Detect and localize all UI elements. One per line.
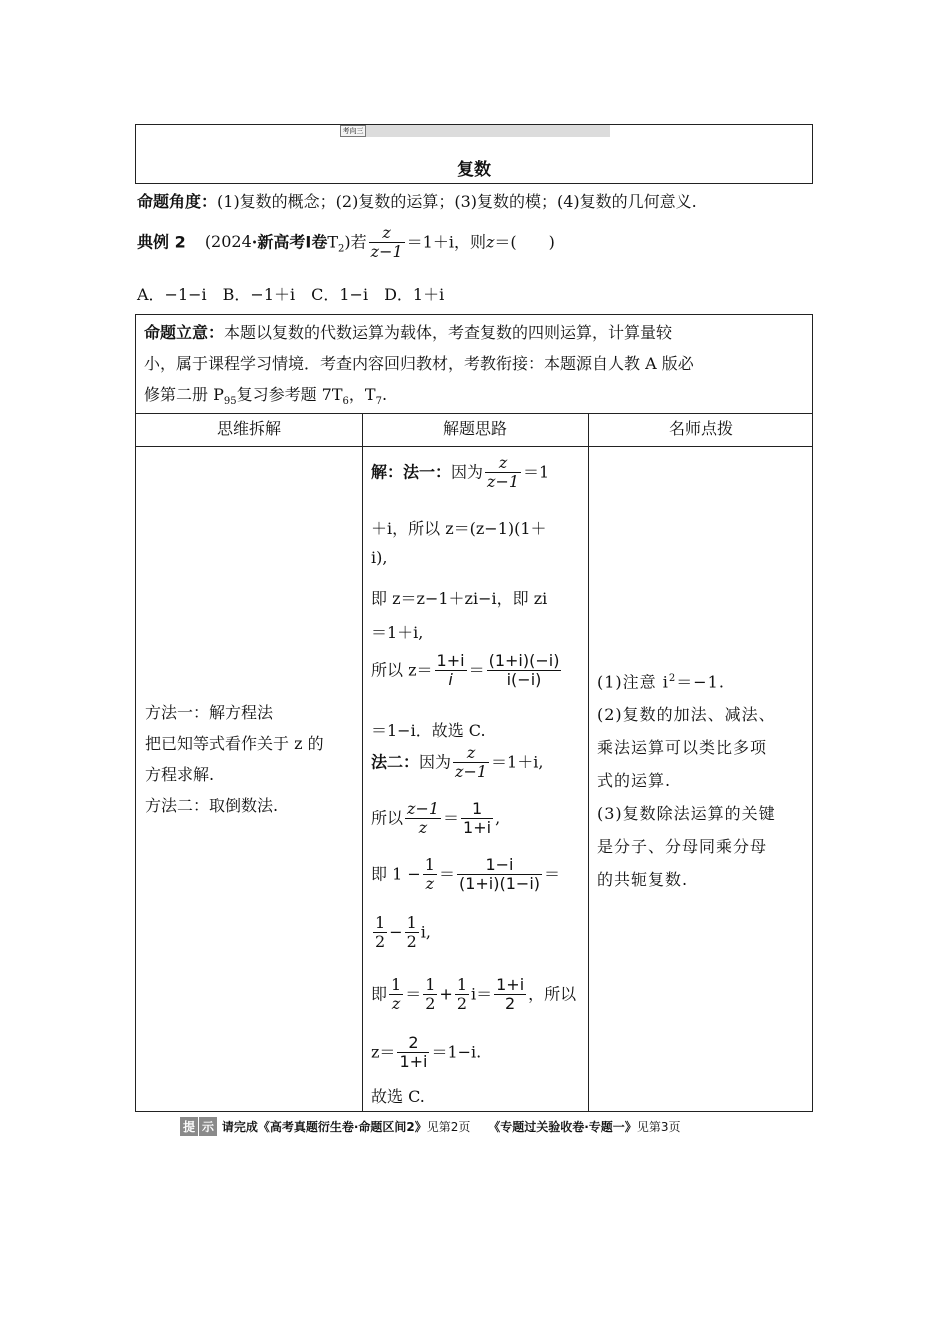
intent-text-1: 本题以复数的代数运算为载体，考查复数的四则运算，计算量较 [224,323,673,342]
approach-line-13 [371,1034,481,1072]
example-ruo: 若 [350,232,367,252]
thinking-line: 方法二：取倒数法. [145,796,279,815]
frac-num: 1 [424,855,435,874]
footer-hint [180,1117,800,1136]
intent-l3-mid2: ，T [348,385,376,404]
l10-frac-1 [423,856,437,894]
tip-line-6: 是分子、分母同乘分母 [597,837,768,857]
frac-num: 1 [425,975,436,994]
example-z: z [485,232,495,252]
l11-end: i, [420,922,431,942]
approach-line-6 [371,652,563,690]
method1-label: 解：法一： [371,462,452,482]
l13-frac [397,1034,429,1072]
frac-den: z−1 [487,472,520,492]
l13-end: ＝1−i. [431,1042,482,1062]
l6-pre: 所以 z＝ [371,660,433,680]
m2-fraction [453,744,489,782]
m1-fraction [485,454,521,492]
l12-eq: ＝ [405,984,422,1004]
approach-line-7: ＝1−i．故选 C. [371,721,486,740]
answer-options: A．−1−i B．−1＋i C．1−i D．1＋i [137,285,445,304]
frac-num: 1+i [436,651,465,670]
l10-eq: ＝ [438,864,455,884]
intent-l3-pre: 修第二册 P [144,385,224,404]
intent-l3-sub1: 95 [223,396,237,408]
angle-text: (1)复数的概念；(2)复数的运算；(3)复数的模；(4)复数的几何意义. [217,192,697,211]
footer-task-2: 《专题过关验收卷·专题一》 [488,1120,637,1134]
solution-table [135,413,813,1112]
l12-i: i＝ [471,984,493,1004]
l12-frac-1 [389,976,403,1014]
section-title: 复数 [457,160,491,180]
example-eq: ＝1＋i，则 [406,232,486,252]
table-vline-1 [362,414,363,1111]
l12-end: ，所以 [528,984,577,1004]
tip-line-4: 式的运算. [597,771,672,791]
frac-num: 1 [391,975,402,994]
example-source-year: (2024 [204,232,252,252]
example-question [137,224,837,262]
m1-because: 因为 [451,462,484,482]
frac-den: 2 [406,932,417,952]
approach-line-5: ＝1＋i, [371,623,424,642]
table-header-tips: 名师点拨 [668,419,733,438]
proposition-angle [137,189,837,212]
intent-line-2: 小，属于课程学习情境．考查内容回归教材，考教衔接：本题源自人教 A 版必 [144,354,694,373]
approach-line-12 [371,976,576,1014]
approach-line-14: 故选 C. [371,1087,425,1106]
frac-num: z [453,744,489,763]
header-tab-bar [340,125,610,137]
example-t-sub: 2 [338,243,345,255]
col-tips [597,662,807,896]
intent-line-3 [144,379,804,417]
table-header-divider [136,446,812,447]
frac-num: 1−i [457,856,542,875]
table-vline-2 [588,414,589,1111]
table-header-approach: 解题思路 [442,419,507,438]
tip-line-5: (3)复数除法运算的关键 [597,804,776,824]
approach-line-4: 即 z＝z−1＋zi−i，即 zi [371,589,548,608]
m2-eq: ＝1＋i, [491,752,544,772]
l12-frac-3 [455,976,469,1014]
frac-den: i [448,670,453,690]
frac-den: z−1 [370,242,403,262]
l9-eq: ＝ [443,808,460,828]
l11-frac-2 [405,914,419,952]
tip-badge-1: 提 [180,1117,198,1136]
example-label: 典例 2 [137,232,186,252]
intent-label: 命题立意： [144,323,225,342]
frac-den: i(−i) [506,670,542,690]
frac-den: 1+i [463,818,492,838]
l13-pre: z＝ [371,1042,396,1062]
thinking-line: 把已知等式看作关于 z 的 [145,734,324,753]
l12-frac-2 [423,976,437,1014]
example-fraction [369,224,405,262]
intent-l3-sub2: 6 [342,396,349,408]
frac-den: 2 [375,932,386,952]
frac-num: 1 [406,913,417,932]
frac-den: 2 [505,994,516,1014]
l6-frac-1 [435,652,467,690]
example-t: T [327,232,338,252]
approach-line-1 [371,454,549,492]
tip1-pre: (1)注意 i [597,672,669,692]
l10-pre: 即 1 − [371,864,421,884]
tip-line-1 [597,662,807,698]
l9-frac-2 [461,800,493,838]
tip-line-2: (2)复数的加法、减法、 [597,705,776,725]
tip-badge-2: 示 [199,1117,217,1136]
l10-frac-2 [457,856,542,894]
table-header-thinking: 思维拆解 [216,419,281,438]
frac-num: 1 [461,800,493,819]
tip-line-7: 的共轭复数. [597,870,689,890]
approach-line-10 [371,856,560,894]
example-source-dot: · [251,232,258,252]
frac-num: 2 [397,1034,429,1053]
tip-line-3: 乘法运算可以类比多项 [597,738,768,758]
frac-den: 1+i [399,1052,428,1072]
method2-label: 法二： [371,752,420,772]
m2-because: 因为 [419,752,452,772]
frac-num: 1 [375,913,386,932]
thinking-line: 方法一：解方程法 [145,703,274,722]
approach-line-9 [371,800,500,838]
intent-l3-mid: 复习参考题 7T [236,385,343,404]
l11-minus: − [389,922,403,942]
frac-num: z [369,224,405,243]
frac-den: z [391,994,401,1014]
m1-eq: ＝1 [523,462,550,482]
frac-den: z [418,818,428,838]
example-answer-blank: ＝( ) [494,232,555,252]
frac-num: z−1 [407,799,440,818]
col-thinking [145,697,357,821]
intent-l3-end: . [381,385,388,404]
tip1-end: ＝−1. [676,672,725,692]
angle-label: 命题角度： [137,192,218,211]
frac-num: 1 [456,975,467,994]
approach-line-2: ＋i，所以 z＝(z−1)(1＋ [371,519,547,538]
thinking-line: 方程求解. [145,765,215,784]
intent-l3-sub3: 7 [375,396,382,408]
approach-line-8 [371,744,543,782]
frac-num: (1+i)(−i) [488,651,560,670]
l12-pre: 即 [371,984,388,1004]
intent-box [135,314,813,414]
intent-line-1 [144,317,804,348]
frac-den: 2 [456,994,467,1014]
l9-pre: 所以 [371,808,404,828]
l12-frac-4 [494,976,526,1014]
l9-end: , [495,808,501,828]
footer-task-1: 请完成《高考真题衍生卷·命题区间2》 [221,1120,427,1134]
l10-end: ＝ [544,864,561,884]
header-tab-label: 考向三 [340,125,366,137]
tip1-sup: 2 [668,673,677,684]
l6-frac-2 [487,652,562,690]
frac-den: 2 [425,994,436,1014]
frac-num: z [485,454,521,473]
frac-den: z [425,874,435,894]
frac-num: 1+i [496,975,525,994]
example-close: ) [344,232,351,252]
l12-plus: + [439,984,453,1004]
frac-den: (1+i)(1−i) [458,874,540,894]
example-source-name: 新高考Ⅰ卷 [257,232,328,252]
l9-frac-1 [405,800,441,838]
frac-den: z−1 [455,762,488,782]
l11-frac-1 [373,914,387,952]
approach-line-11 [371,914,431,952]
l6-eq: ＝ [468,660,485,680]
footer-page-1: 见第2页 [426,1120,471,1134]
footer-page-2: 见第3页 [636,1120,681,1134]
approach-line-3: i), [371,548,388,567]
